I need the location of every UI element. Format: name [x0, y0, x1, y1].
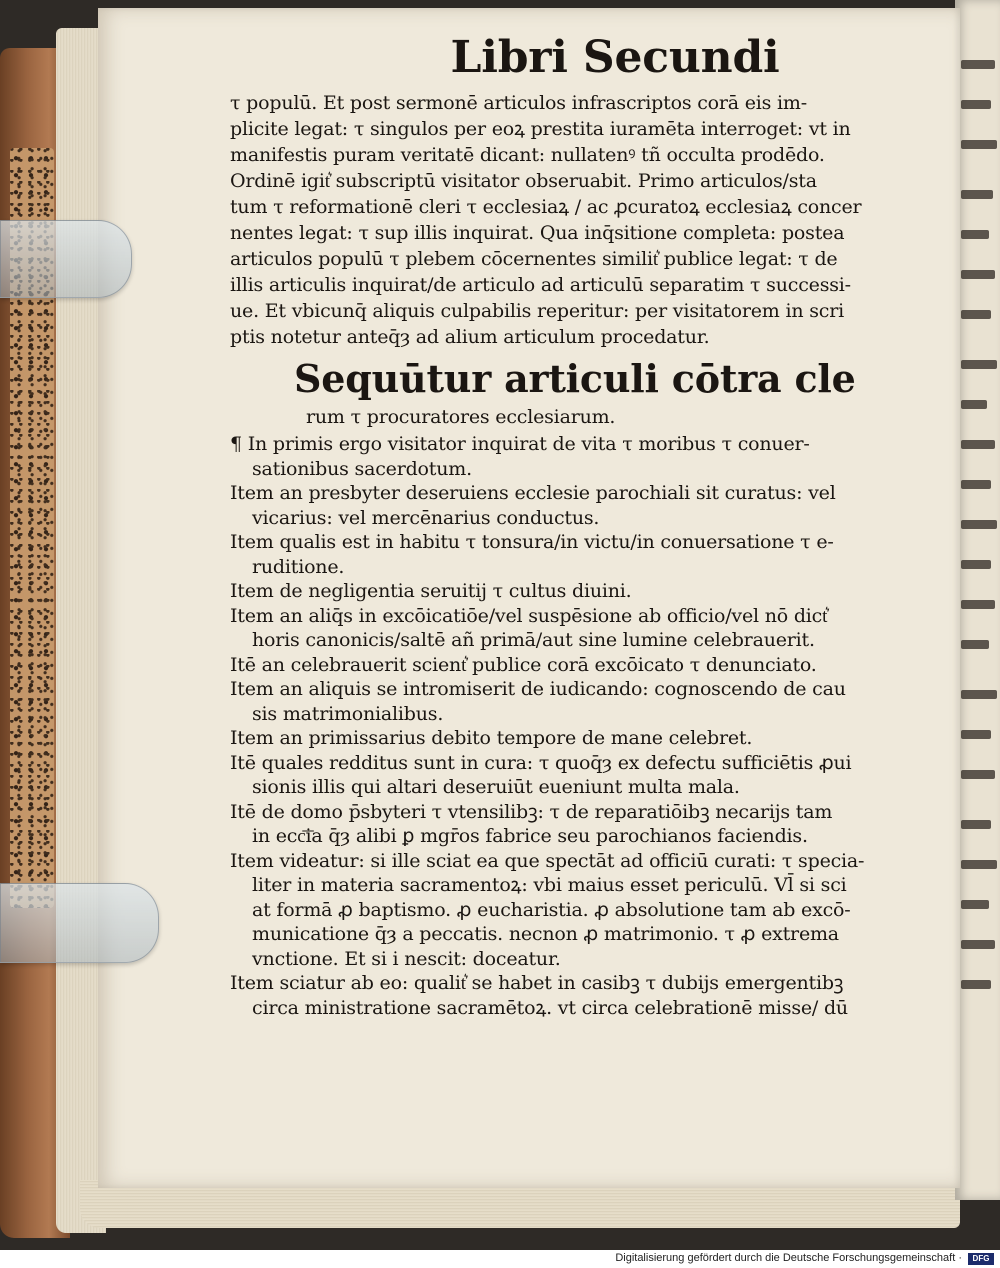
text-line: at formā ꝓ baptismo. ꝓ eucharistia. ꝓ absolutione tam ab excō-: [252, 898, 851, 921]
text-line: τ populū. Et post sermonē articulos infrascriptos corā eis im-: [230, 92, 807, 114]
text-line: Item videatur: si ille sciat ea que spectāt ad officiū curati: τ specia-: [230, 849, 865, 872]
text-line: liter in materia sacramentoꝝ: vbi maius esset periculū. Vl̄ si sci: [252, 874, 847, 896]
text-line: Item an aliquis se intromiserit de iudicando: cognoscendo de cau: [230, 678, 846, 700]
page-clip-bottom: [0, 883, 159, 963]
text-line: Item sciatur ab eo: qualit͛ se habet in casibꝫ τ dubijs emergentibꝫ: [230, 972, 844, 994]
digitization-footer: [0, 1250, 1000, 1268]
text-line: nentes legat: τ sup illis inquirat. Qua inq̄sitione completa: postea: [230, 222, 845, 244]
text-line: Item an aliq̄s in excōicatiōe/vel suspēsione ab officio/vel nō dict͛: [230, 604, 828, 627]
text-line: manifestis puram veritatē dicant: nullatenꝰ tñ occulta prodēdo.: [230, 144, 825, 166]
text-line: Item an presbyter deseruiens ecclesie parochiali sit curatus: vel: [230, 482, 836, 504]
dfg-logo: DFG: [968, 1253, 994, 1265]
text-line: sationibus sacerdotum.: [252, 457, 472, 480]
text-line: ¶ In primis ergo visitator inquirat de vita τ moribus τ conuer-: [230, 433, 810, 455]
list-item: [230, 800, 880, 849]
text-line: vnctione. Et si i nescit: doceatur.: [252, 947, 561, 970]
text-line: circa ministratione sacramētoꝝ. vt circa celebrationē misse/ dū: [252, 996, 848, 1019]
text-line: horis canonicis/saltē añ primā/aut sine lumine celebrauerit.: [252, 629, 815, 651]
text-line: Itē quales redditus sunt in cura: τ quoq̄ȝ ex defectu sufficiētis ꝓui: [230, 751, 852, 774]
list-item: [230, 432, 880, 481]
text-line: ruditione.: [252, 555, 345, 578]
list-item: [230, 579, 880, 604]
text-line: vicarius: vel mercēnarius conductus.: [252, 506, 600, 529]
text-line: sis matrimonialibus.: [252, 702, 444, 725]
text-line: ptis notetur anteq̄ȝ ad alium articulum procedatur.: [230, 326, 710, 348]
text-line: Ordinē igit͛ subscriptū visitator obseruabit. Primo articulos/sta: [230, 170, 817, 192]
list-item: [230, 677, 880, 726]
list-item: [230, 849, 880, 972]
list-item: [230, 751, 880, 800]
text-line: Item de negligentia seruitij τ cultus diuini.: [230, 580, 632, 602]
list-item: [230, 481, 880, 530]
list-item: [230, 653, 880, 678]
facing-page-edge: [955, 0, 1000, 1200]
running-heading: Libri Secundi: [450, 32, 780, 83]
funding-credit: Digitalisierung gefördert durch die Deutsche Forschungsgemeinschaft ·: [615, 1252, 962, 1264]
text-line: in ecc͞ia q̄ȝ alibi ꝑ mgr̄os fabrice seu parochianos faciendis.: [252, 825, 808, 847]
text-line: illis articulis inquirat/de articulo ad articulū separatim τ successi-: [230, 274, 851, 296]
articles-list: [230, 432, 880, 1020]
text-line: tum τ reformationē cleri τ ecclesiaꝝ / ac ꝓcuratoꝝ ecclesiaꝝ concer: [230, 196, 862, 218]
text-line: Itē de domo p̄sbyteri τ vtensilibꝫ: τ de reparatiōibꝫ necarijs tam: [230, 800, 833, 823]
page-clip-top: [0, 220, 132, 298]
text-line: municatione q̄ȝ a peccatis. necnon ꝓ matrimonio. τ ꝓ extrema: [252, 923, 839, 945]
text-line: Itē an celebrauerit scient͛ publice corā excōicato τ denunciato.: [230, 653, 817, 676]
text-line: Item an primissarius debito tempore de mane celebret.: [230, 727, 753, 749]
text-line: ue. Et vbicunq̄ aliquis culpabilis reperitur: per visitatorem in scri: [230, 300, 844, 322]
list-item: [230, 726, 880, 751]
section-heading: Sequūtur articuli cōtra cle: [294, 356, 856, 401]
list-item: [230, 530, 880, 579]
text-line: plicite legat: τ singulos per eoꝝ prestita iuramēta interroget: vt in: [230, 118, 851, 140]
page-text: [230, 30, 880, 1020]
section-heading-continuation: rum τ procuratores ecclesiarum.: [306, 406, 616, 428]
text-line: articulos populū τ plebem cōcernentes similit͛ publice legat: τ de: [230, 248, 838, 270]
text-line: sionis illis qui altari deseruiūt eueniunt multa mala.: [252, 776, 740, 798]
list-item: [230, 604, 880, 653]
intro-paragraph: [230, 90, 880, 350]
text-line: Item qualis est in habitu τ tonsura/in victu/in conuersatione τ e-: [230, 531, 834, 553]
list-item: [230, 971, 880, 1020]
